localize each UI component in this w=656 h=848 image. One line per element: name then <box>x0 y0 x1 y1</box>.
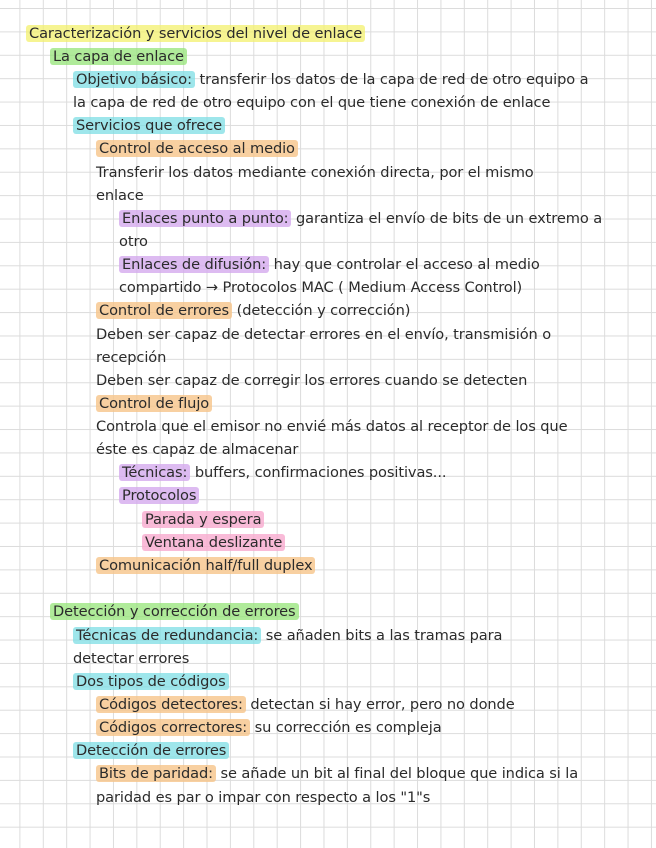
comunicacion-line <box>96 556 315 576</box>
paridad-line-2 <box>96 788 430 808</box>
transferir-line-2 <box>96 186 144 206</box>
control-errores-line <box>96 301 410 321</box>
redundancia-text: se añaden bits a las tramas para <box>261 627 503 644</box>
deteccion-heading: Detección de errores <box>73 742 229 759</box>
tecnicas-text: buffers, confirmaciones positivas... <box>190 464 447 481</box>
transferir-text-cont: enlace <box>96 187 144 204</box>
tipos-line <box>73 672 229 692</box>
control-flujo-line <box>96 394 212 414</box>
redundancia-line-1 <box>73 626 502 646</box>
punto-line-2 <box>119 232 148 252</box>
parada-item: Parada y espera <box>142 511 264 528</box>
detectar-line-2 <box>96 348 166 368</box>
paridad-text-cont: paridad es par o impar con respecto a los "1"s <box>96 789 431 806</box>
parada-line <box>142 510 264 530</box>
redundancia-label: Técnicas de redundancia: <box>73 627 261 644</box>
transferir-text: Transferir los datos mediante conexión directa, por el mismo <box>96 164 534 181</box>
punto-line-1 <box>119 209 602 229</box>
controla-line-2 <box>96 440 298 460</box>
paridad-label: Bits de paridad: <box>96 765 216 782</box>
control-acceso-line <box>96 139 298 159</box>
tecnicas-label: Técnicas: <box>119 464 190 481</box>
section2-heading-line <box>50 602 299 622</box>
corregir-text: Deben ser capaz de corregir los errores cuando se detecten <box>96 372 528 389</box>
correctores-text: su corrección es compleja <box>250 719 442 736</box>
protocolos-heading: Protocolos <box>119 487 199 504</box>
difusion-text-cont: compartido → Protocolos MAC ( Medium Access Control) <box>119 279 523 296</box>
correctores-line <box>96 718 442 738</box>
servicios-line <box>73 116 225 136</box>
objetivo-line-1 <box>73 70 588 90</box>
tecnicas-line <box>119 463 446 483</box>
control-flujo-heading: Control de flujo <box>96 395 212 412</box>
objetivo-label: Objetivo básico: <box>73 71 195 88</box>
deteccion-line <box>73 741 229 761</box>
difusion-label: Enlaces de difusión: <box>119 256 269 273</box>
objetivo-text-cont: la capa de red de otro equipo con el que tiene conexión de enlace <box>73 94 551 111</box>
punto-text: garantiza el envío de bits de un extremo a <box>291 210 603 227</box>
redundancia-line-2 <box>73 649 189 669</box>
punto-text-cont: otro <box>119 233 148 250</box>
objetivo-text: transferir los datos de la capa de red de otro equipo a <box>194 71 589 88</box>
ventana-line <box>142 533 285 553</box>
servicios-heading: Servicios que ofrece <box>73 117 225 134</box>
detectores-label: Códigos detectores: <box>96 696 246 713</box>
tipos-heading: Dos tipos de códigos <box>73 673 229 690</box>
control-acceso-heading: Control de acceso al medio <box>96 140 298 157</box>
control-errores-label: Control de errores <box>96 302 232 319</box>
section-heading-deteccion: Detección y corrección de errores <box>50 603 299 620</box>
detectores-text: detectan si hay error, pero no donde <box>245 696 515 713</box>
detectar-text: Deben ser capaz de detectar errores en el envío, transmisión o <box>96 326 552 343</box>
controla-text: Controla que el emisor no envié más datos al receptor de los que <box>96 418 568 435</box>
ventana-item: Ventana deslizante <box>142 534 285 551</box>
detectores-line <box>96 695 515 715</box>
difusion-line-1 <box>119 255 540 275</box>
controla-text-cont: éste es capaz de almacenar <box>96 441 299 458</box>
section-heading-line <box>50 47 187 67</box>
comunicacion-heading: Comunicación half/full duplex <box>96 557 315 574</box>
transferir-line-1 <box>96 163 534 183</box>
title-line <box>26 24 365 44</box>
corregir-line <box>96 371 527 391</box>
control-errores-text: (detección y corrección) <box>232 302 411 319</box>
difusion-text: hay que controlar el acceso al medio <box>269 256 540 273</box>
protocolos-line <box>119 486 199 506</box>
paridad-text: se añade un bit al final del bloque que indica si la <box>215 765 579 782</box>
detectar-text-cont: recepción <box>96 349 167 366</box>
redundancia-text-cont: detectar errores <box>73 650 190 667</box>
paridad-line-1 <box>96 764 578 784</box>
detectar-line-1 <box>96 325 551 345</box>
controla-line-1 <box>96 417 567 437</box>
objetivo-line-2 <box>73 93 550 113</box>
section-heading-capa-enlace: La capa de enlace <box>50 48 187 65</box>
difusion-line-2 <box>119 278 522 298</box>
correctores-label: Códigos correctores: <box>96 719 250 736</box>
punto-label: Enlaces punto a punto: <box>119 210 291 227</box>
page-title: Caracterización y servicios del nivel de enlace <box>26 25 365 42</box>
